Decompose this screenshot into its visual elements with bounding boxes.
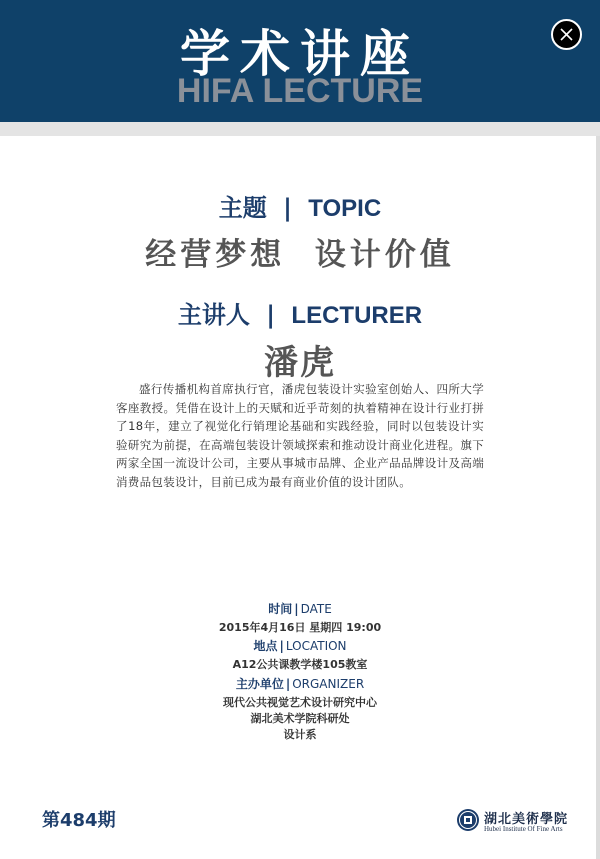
lecturer-name: 潘虎: [264, 343, 336, 383]
organizer-line: 现代公共视觉艺术设计研究中心: [223, 696, 377, 709]
topic-label-cn: 主题: [218, 194, 267, 222]
topic-heading: [0, 188, 600, 223]
lecturer-label-cn: 主讲人: [177, 301, 250, 329]
topic-label-en: TOPIC: [308, 195, 382, 222]
header-title: 学术讲座: [180, 25, 420, 83]
time-value: 2015年4月16日 星期四 19:00: [218, 621, 382, 634]
time-label-cn: 时间: [268, 602, 293, 616]
header-banner: [0, 0, 600, 122]
issue-number: 第484期: [42, 810, 116, 831]
location-separator: |: [279, 639, 284, 653]
organizer-label: [0, 675, 600, 692]
close-icon: [560, 28, 573, 41]
location-label-en: LOCATION: [285, 639, 347, 653]
location-label-cn: 地点: [253, 639, 278, 653]
lecturer-separator: |: [266, 301, 276, 329]
time-separator: |: [294, 602, 299, 616]
header-divider-band: [0, 122, 600, 136]
topic-separator: |: [283, 194, 292, 222]
location-value: A12公共课教学楼105教室: [232, 658, 368, 671]
location-label: [0, 637, 600, 654]
lecturer-heading: [0, 295, 600, 330]
time-label: [0, 600, 600, 617]
lecturer-label-en: LECTURER: [291, 302, 423, 329]
organizer-label-cn: 主办单位: [235, 677, 284, 691]
school-name-en: Hubei Institute Of Fine Arts: [484, 825, 563, 833]
time-label-en: DATE: [300, 602, 332, 616]
topic-title: 经营梦想 设计价值: [145, 237, 455, 273]
organizer-separator: |: [285, 677, 291, 691]
school-name: 湖北美術學院: [484, 812, 569, 827]
school-seal-icon: [456, 808, 480, 832]
header-subtitle: HIFA LECTURE: [176, 72, 424, 110]
organizer-line: 湖北美术学院科研处: [250, 712, 350, 725]
organizer-label-en: ORGANIZER: [292, 677, 365, 691]
organizer-line: 设计系: [283, 728, 317, 741]
close-button[interactable]: [551, 19, 582, 50]
lecturer-bio: 盛行传播机构首席执行官，潘虎包装设计实验室创始人、四所大学客座教授。凭借在设计上的天赋和近乎苛刻的执着精神在设计行业打拼了18年，建立了视觉化行销理论基础和实践经验，同时以包装设计实验研究为前提，在高端包装设计领域探索和推动设计商业化进程。旗下两家全国一流设计公司，主要从事城市品牌、企业产品品牌设计及高端消费品包装设计，目前已成为最有商业价值的设计团队。: [116, 382, 484, 489]
